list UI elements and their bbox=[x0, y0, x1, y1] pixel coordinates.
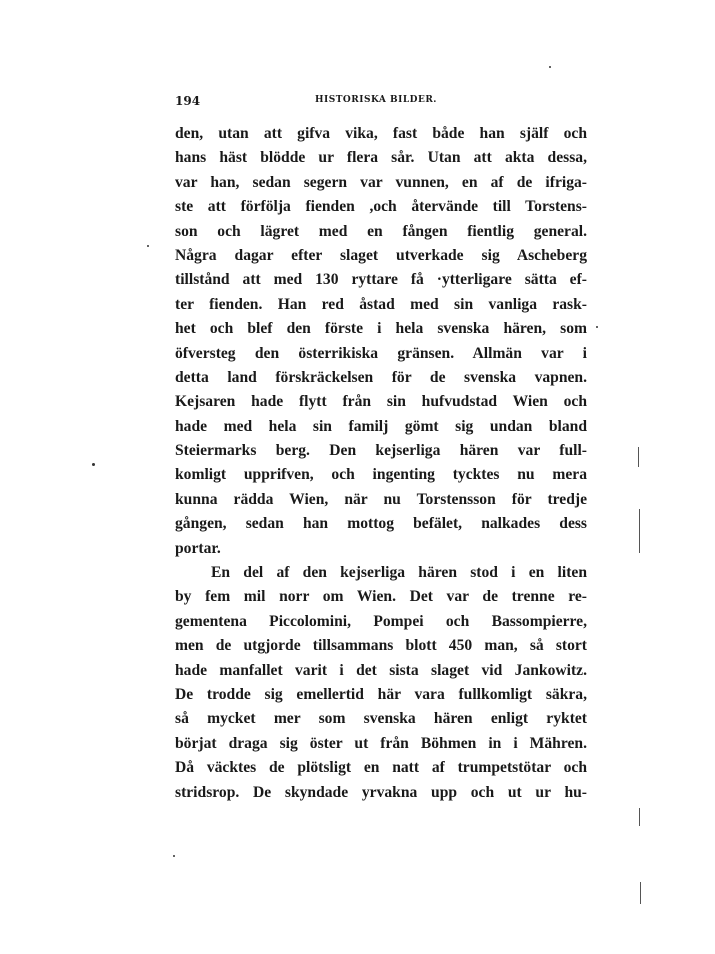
text-line: så mycket mer som svenska hären enligt ryktet bbox=[175, 710, 587, 728]
running-head bbox=[175, 94, 587, 110]
text-line: tillstånd att med 130 ryttare få ·ytterligare sätta ef- bbox=[175, 271, 587, 289]
text-line: komligt upprifven, och ingenting tycktes nu mera bbox=[175, 466, 587, 484]
text-line: öfversteg den österrikiska gränsen. Allmän var i bbox=[175, 344, 587, 362]
scan-edge-mark bbox=[639, 509, 640, 553]
text-line: gången, sedan han mottog befälet, nalkades dess bbox=[175, 515, 587, 533]
scan-speck bbox=[173, 855, 175, 857]
text-line: hade manfallet varit i det sista slaget vid Jankowitz. bbox=[175, 661, 587, 679]
page-number: 194 bbox=[175, 94, 201, 108]
scan-speck bbox=[596, 326, 598, 328]
text-line: De trodde sig emellertid här vara fullkomligt säkra, bbox=[175, 685, 587, 703]
text-line: het och blef den förste i hela svenska hären, som bbox=[175, 320, 587, 338]
text-line: Då väcktes de plötsligt en natt af trumpetstötar och bbox=[175, 759, 587, 777]
text-line: gementena Piccolomini, Pompei och Bassompierre, bbox=[175, 612, 587, 630]
text-line: ste att förfölja fienden ,och återvände till Torstens- bbox=[175, 198, 587, 216]
text-line: Några dagar efter slaget utverkade sig Ascheberg bbox=[175, 246, 587, 264]
text-line: kunna rädda Wien, när nu Torstensson för tredje bbox=[175, 490, 587, 508]
text-line: portar. bbox=[175, 539, 221, 557]
text-line: hans häst blödde ur flera sår. Utan att akta dessa, bbox=[175, 149, 587, 167]
scan-edge-mark bbox=[638, 447, 639, 467]
body-text bbox=[175, 122, 587, 805]
scan-speck bbox=[92, 463, 95, 466]
scan-speck bbox=[549, 66, 551, 68]
text-line: ter fienden. Han red åstad med sin vanliga rask- bbox=[175, 295, 587, 313]
scan-edge-mark bbox=[639, 808, 640, 826]
text-line: Steiermarks berg. Den kejserliga hären var full- bbox=[175, 442, 587, 460]
scan-edge-mark bbox=[640, 882, 641, 904]
running-title: HISTORISKA BILDER. bbox=[315, 95, 437, 105]
text-line: börjat draga sig öster ut från Böhmen in i Mähren. bbox=[175, 734, 587, 752]
text-line: by fem mil norr om Wien. Det var de trenne re- bbox=[175, 588, 587, 606]
text-line: En del af den kejserliga hären stod i en liten bbox=[211, 564, 587, 582]
text-line: hade med hela sin familj gömt sig undan bland bbox=[175, 417, 587, 435]
text-line: var han, sedan segern var vunnen, en af de ifriga- bbox=[175, 173, 587, 191]
text-line: son och lägret med en fången fientlig general. bbox=[175, 222, 587, 240]
scan-speck bbox=[147, 245, 149, 247]
text-line: stridsrop. De skyndade yrvakna upp och ut ur hu- bbox=[175, 783, 587, 801]
text-line: den, utan att gifva vika, fast både han själf och bbox=[175, 125, 587, 142]
text-line: men de utgjorde tillsammans blott 450 man, så stort bbox=[175, 637, 587, 655]
text-line: Kejsaren hade flytt från sin hufvudstad Wien och bbox=[175, 393, 587, 411]
text-line: detta land förskräckelsen för de svenska vapnen. bbox=[175, 368, 587, 386]
